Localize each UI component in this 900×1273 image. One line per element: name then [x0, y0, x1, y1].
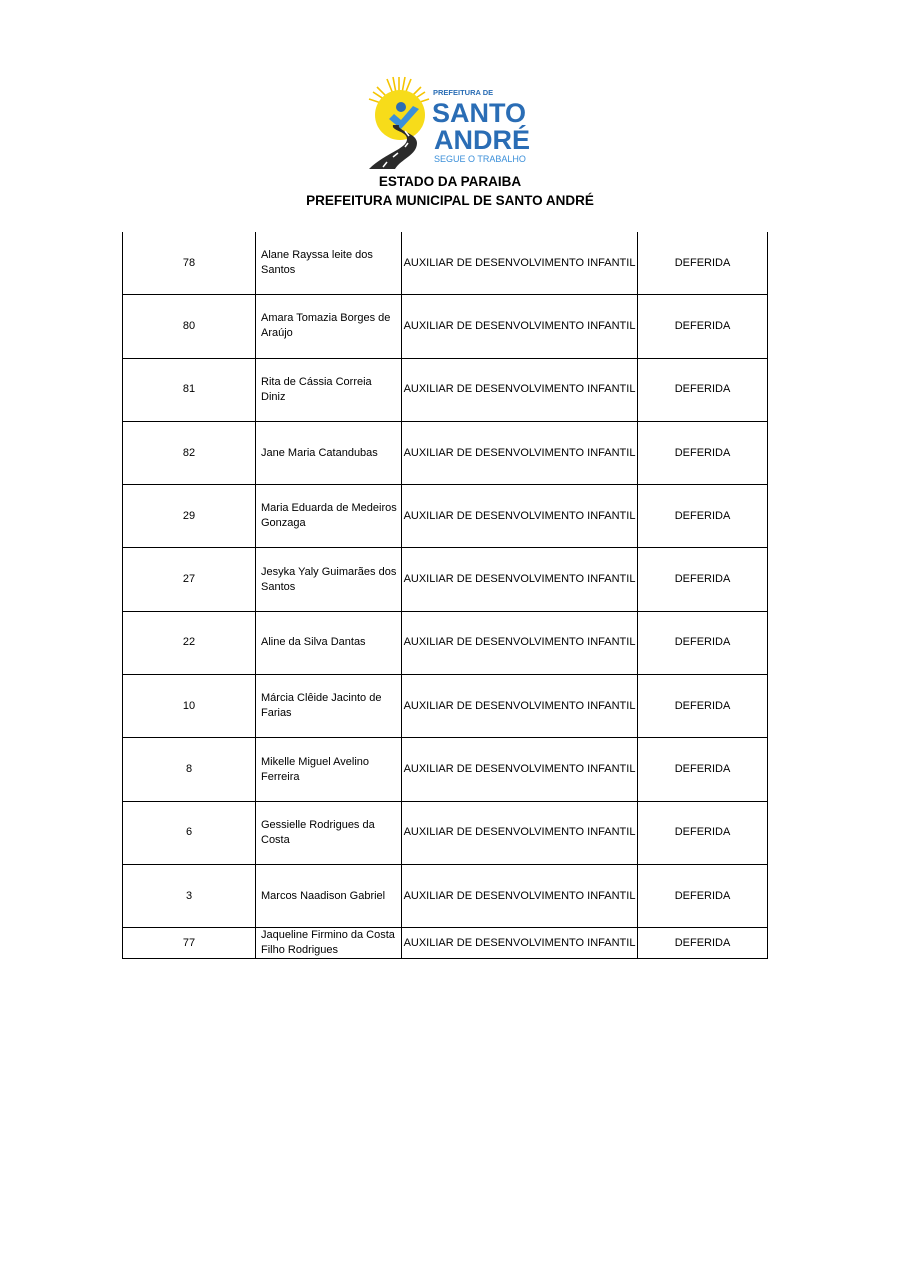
table-row: [123, 928, 767, 959]
table-row: [123, 359, 767, 422]
status-cell: DEFERIDA: [674, 699, 731, 712]
job-role: AUXILIAR DE DESENVOLVIMENTO INFANTIL: [402, 485, 638, 547]
row-number: 10: [123, 675, 256, 737]
row-number: 81: [123, 359, 256, 421]
candidate-name: Jane Maria Catandubas: [256, 422, 402, 484]
job-role: AUXILIAR DE DESENVOLVIMENTO INFANTIL: [402, 802, 638, 864]
candidate-name: Amara Tomazia Borges de Araújo: [256, 295, 402, 357]
job-role: AUXILIAR DE DESENVOLVIMENTO INFANTIL: [402, 422, 638, 484]
candidate-name: Mikelle Miguel Avelino Ferreira: [256, 738, 402, 800]
candidate-name: Aline da Silva Dantas: [256, 612, 402, 674]
job-role: AUXILIAR DE DESENVOLVIMENTO INFANTIL: [402, 612, 638, 674]
row-number: 3: [123, 865, 256, 927]
status-cell: DEFERIDA: [674, 383, 731, 396]
table-row: [123, 865, 767, 928]
table-row: [123, 738, 767, 801]
row-number: 78: [123, 232, 256, 294]
status-cell: DEFERIDA: [674, 319, 731, 332]
job-role: AUXILIAR DE DESENVOLVIMENTO INFANTIL: [402, 232, 638, 294]
sun-icon: [375, 90, 425, 140]
candidate-name: Márcia Clêide Jacinto de Farias: [256, 675, 402, 737]
prefeitura-santo-andre-logo-icon: [367, 73, 531, 169]
row-number: 6: [123, 802, 256, 864]
candidate-name: Jaqueline Firmino da Costa Filho Rodrigues: [256, 928, 402, 958]
logo-slogan: SEGUE O TRABALHO: [434, 154, 526, 164]
table-row: [123, 802, 767, 865]
row-number: 29: [123, 485, 256, 547]
candidate-name: Maria Eduarda de Medeiros Gonzaga: [256, 485, 402, 547]
status-cell: DEFERIDA: [674, 509, 731, 522]
job-role: AUXILIAR DE DESENVOLVIMENTO INFANTIL: [402, 548, 638, 610]
job-role: AUXILIAR DE DESENVOLVIMENTO INFANTIL: [402, 738, 638, 800]
table-row: [123, 612, 767, 675]
state-heading: ESTADO DA PARAIBA: [378, 174, 522, 189]
row-number: 27: [123, 548, 256, 610]
job-role: AUXILIAR DE DESENVOLVIMENTO INFANTIL: [402, 359, 638, 421]
status-cell: DEFERIDA: [674, 826, 731, 839]
table-row: [123, 232, 767, 295]
candidate-name: Alane Rayssa leite dos Santos: [256, 232, 402, 294]
row-number: 80: [123, 295, 256, 357]
status-cell: DEFERIDA: [674, 936, 731, 949]
table-row: [123, 295, 767, 358]
municipality-heading: PREFEITURA MUNICIPAL DE SANTO ANDRÉ: [306, 193, 594, 208]
candidate-name: Marcos Naadison Gabriel: [256, 865, 402, 927]
row-number: 22: [123, 612, 256, 674]
job-role: AUXILIAR DE DESENVOLVIMENTO INFANTIL: [402, 295, 638, 357]
table-row: [123, 422, 767, 485]
row-number: 77: [123, 928, 256, 958]
table-row: [123, 548, 767, 611]
row-number: 82: [123, 422, 256, 484]
status-cell: DEFERIDA: [674, 446, 731, 459]
row-number: 8: [123, 738, 256, 800]
status-cell: DEFERIDA: [674, 889, 731, 902]
person-head-icon: [396, 102, 406, 112]
status-cell: DEFERIDA: [674, 763, 731, 776]
job-role: AUXILIAR DE DESENVOLVIMENTO INFANTIL: [402, 865, 638, 927]
logo-name-line1: SANTO: [432, 98, 527, 128]
job-role: AUXILIAR DE DESENVOLVIMENTO INFANTIL: [402, 928, 638, 958]
candidate-name: Gessielle Rodrigues da Costa: [256, 802, 402, 864]
table-row: [123, 675, 767, 738]
logo-top-text: PREFEITURA DE: [433, 88, 494, 97]
table-row: [123, 485, 767, 548]
status-cell: DEFERIDA: [674, 636, 731, 649]
job-role: AUXILIAR DE DESENVOLVIMENTO INFANTIL: [402, 675, 638, 737]
prefeitura-logo: [367, 73, 531, 169]
candidate-name: Rita de Cássia Correia Diniz: [256, 359, 402, 421]
candidate-name: Jesyka Yaly Guimarães dos Santos: [256, 548, 402, 610]
status-cell: DEFERIDA: [674, 256, 731, 269]
status-cell: DEFERIDA: [674, 573, 731, 586]
logo-name-line2: ANDRÉ: [434, 125, 531, 155]
results-table: [122, 232, 768, 959]
